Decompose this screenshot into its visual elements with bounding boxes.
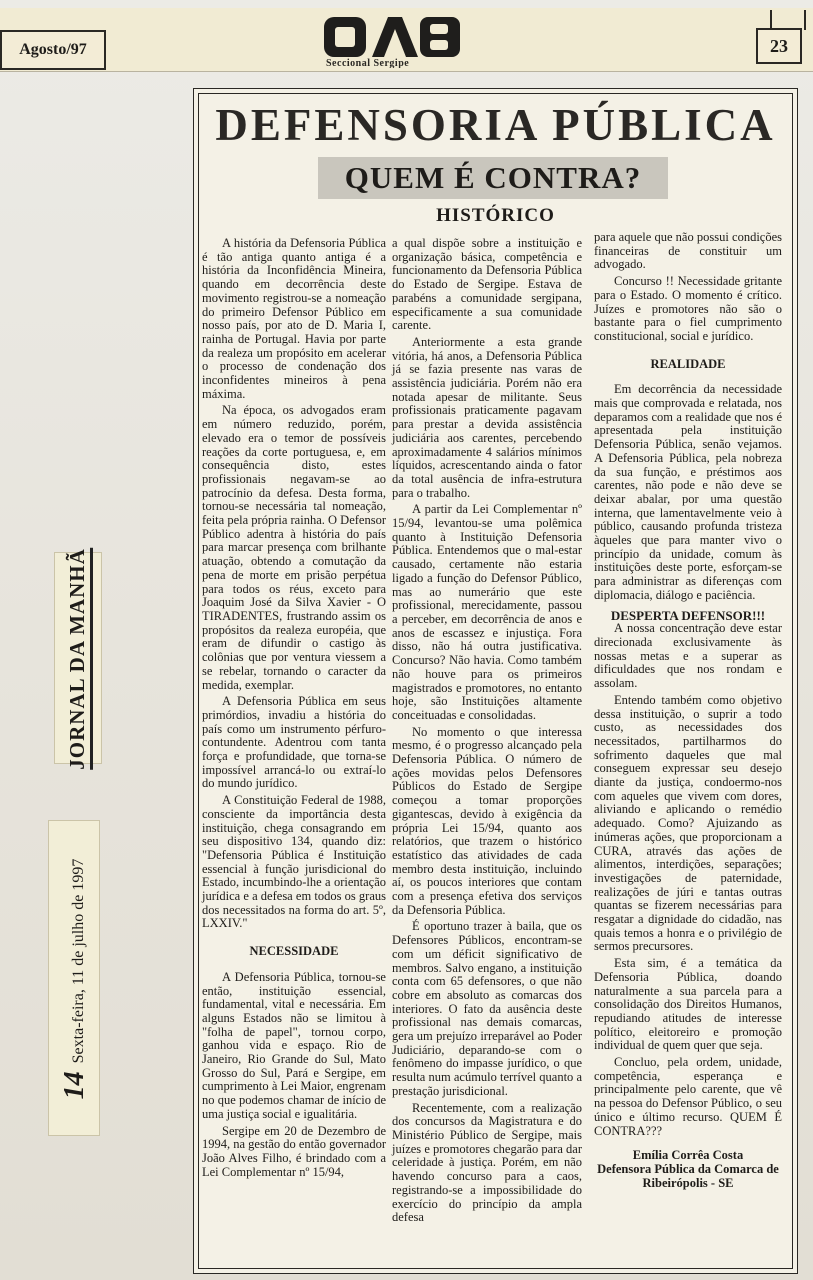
- newspaper-name: JORNAL DA MANHÃ: [65, 548, 93, 770]
- signature-role: Defensora Pública da Comarca de Ribeirópolis - SE: [597, 1162, 779, 1191]
- paragraph: A nossa concentração deve estar direcionada exclusivamente às nossas metas e a superar as dificuldades que nos rondam e assolam.: [594, 621, 782, 691]
- oab-logo: [322, 14, 464, 60]
- paragraph: A história da Defensoria Pública é tão antiga quanto antiga é a história da Inconfidência Mineira, quando em decorrência deste movimento registrou-se a nomeação do primeiro Defensor Público em nosso país, por ato de D. Maria I, rainha de Portugal. Havia por parte da realeza um propósito em acelerar o processo de condenação dos inconfidentes mineiros à pena máxima.: [202, 236, 386, 401]
- section-heading-necessidade: NECESSIDADE: [249, 944, 339, 959]
- paragraph: Em decorrência da necessidade mais que comprovada e relatada, nos deparamos com a realidade que nos é apresentada pela instituição Defensoria Pública, senão vejamos. A Defensoria Pública, pela nobreza da sua função, e préstimos aos carentes, não pode e não deve se deixar abalar, por uma questão interna, que lamentavelmente veio à público, causando profunda tristeza àqueles que para manter vivo o princípio da unidade, comum às instituições deste porte, esforçam-se para administrar as diferenças com diplomacia, diálogo e paciência.: [594, 382, 782, 602]
- edition-number: 14: [59, 1071, 90, 1100]
- paragraph: Esta sim, é a temática da Defensoria Pública, doando naturalmente a sua parcela para a consolidação dos Direitos Humanos, repudiando atitudes de interesse político, eleitoreiro e promoção individual de quem quer que seja.: [594, 956, 782, 1053]
- paragraph: Concluo, pela ordem, unidade, competência, esperança e principalmente pelo carente, que vê na pessoa do Defensor Público, o seu único e último recurso. QUEM É CONTRA???: [594, 1055, 782, 1138]
- paragraph: Recentemente, com a realização dos concursos da Magistratura e do Ministério Público de Sergipe, mais juízes e promotores chegarão para dar celeridade à justiça. Porém, em não havendo concurso para a caos, registrando-se a impossibilidade do exercício do princípio da ampla defesa: [392, 1100, 582, 1225]
- paragraph: Concurso !! Necessidade gritante para o Estado. O momento é crítico. Juízes e promotores não são o bastante para o fiel cumprimento constitucional, social e jurídico.: [594, 274, 782, 343]
- edition-date: Sexta-feira, 11 de julho de 1997: [70, 858, 87, 1064]
- paragraph: A Defensoria Pública em seus primórdios, invadiu a história do país como um instrumento pérfuro-contundente. Adentrou com tanta força e profundidade, que torna-se impossível arrancá-lo ou extraí-lo do mundo jurídico.: [202, 694, 386, 791]
- section-heading-historico: HISTÓRICO: [436, 205, 555, 226]
- paragraph: A Defensoria Pública, tornou-se então, instituição essencial, fundamental, vital e necessária. Em alguns Estados não se limitou à "folha de papel", tornou corpo, ganhou vida e espaço. Rio de Janeiro, Rio Grande do Sul, Mato Grosso do Sul, Pará e Sergipe, em cumprimento à Lei Maior, engrenam no que podemos chamar de início de uma justiça social e igualitária.: [202, 969, 386, 1121]
- edition-line: [59, 859, 91, 1100]
- section-heading-realidade: REALIDADE: [650, 356, 726, 371]
- newspaper-name-clipping: [54, 548, 102, 770]
- paragraph: a qual dispõe sobre a instituição e organização básica, competência e funcionamento da Defensoria Pública do Estado de Sergipe. Estava de parabéns a comunidade sergipana, especificamente a sua comunidade carente.: [392, 236, 582, 333]
- page-number: 23: [756, 28, 802, 64]
- article-clipping: [193, 88, 798, 1274]
- paragraph: Anteriormente a esta grande vitória, há anos, a Defensoria Pública já se fazia presente nas varas de assistência judiciária. Porém não era notada apesar de militante. Seus profissionais praticamente pagavam para prestar a devida assistência judiciária aos carentes, percebendo aproximadamente 4 salários mínimos líquidos, acrescentando ainda o fator da total ausência de infra-estrutura para o trabalho.: [392, 334, 582, 500]
- article-title: DEFENSORIA PÚBLICA: [215, 100, 776, 150]
- column-3: [594, 231, 782, 1193]
- paragraph: Sergipe em 20 de Dezembro de 1994, na gestão do então governador João Alves Filho, é brindado com a Lei Complementar nº 15/94,: [202, 1123, 386, 1179]
- page-number-decoration: [770, 10, 806, 30]
- paragraph: Entendo também como objetivo dessa instituição, o suprir a todo custo, as necessidades dos necessitados, partilharmos do sofrimento daqueles que mal conseguem expressar seu desejo diante da justiça, condoermo-nos com aqueles que vivem com dores, aliviando e aplicando o remédio adequado. Como? Ajuizando as inúmeras ações, que proporcionam a CURA, através das ações de alimentos, interdições, separações; investigações de paternidade, realizações de júri e tantas outras quantas se fizerem necessárias para resgatar a dignidade do cidadão, nas quais temos a honra e o privilégio de sermos precursores.: [594, 692, 782, 954]
- column-1: [202, 237, 386, 1182]
- subtitle-box: [318, 157, 668, 199]
- signature: [594, 1148, 782, 1190]
- logo-subtitle: Seccional Sergipe: [326, 58, 410, 68]
- paragraph: para aquele que não possui condições financeiras de constituir um advogado.: [594, 230, 782, 272]
- paragraph: A Constituição Federal de 1988, consciente da importância desta instituição, chega consagrando em seu dispositivo 134, quando diz: "Defensoria Pública é Instituição essencial à função jurisdicional do Estado, incumbindo-lhe a orientação jurídica e a defesa em todos os graus dos necessitados na forma do art. 5º, LXXIV.": [202, 793, 386, 931]
- issue-date: Agosto/97: [0, 30, 106, 70]
- edition-date-clipping: [48, 820, 100, 1136]
- column-2: [392, 237, 582, 1228]
- signature-name: Emília Corrêa Costa: [632, 1148, 744, 1163]
- paragraph: É oportuno trazer à baila, que os Defensores Públicos, encontram-se com um déficit significativo de membros. Salvo engano, a instituição conta com 65 defensores, o que não cobre em absoluto as comarcas dos interiores. O fato da ausência deste profissional nas demais comarcas, gera um prejuízo irreparável ao Poder Judiciário, deparando-se com o fenômeno do impasse jurídico, o que resulta num acúmulo terrível quanto a prestação jurisdicional.: [392, 919, 582, 1098]
- paragraph: Na época, os advogados eram em número reduzido, porém, elevado era o temor de possíveis reações da corte portuguesa, e, em consequência disto, estes profissionais negavam-se ao patrocínio da defesa. Desta forma, tornou-se necessária tal nomeação, feita pela própria rainha. O Defensor Público adentra à história do país para marcar presença com brilhante atuação, obtendo a comutação da pena de morte em prisão perpétua para todos os réus, exceto para Joaquim José da Silva Xavier - O TIRADENTES, frustrando assim os propósitos da realeza européia, que eram de difundir o castigo às colônias que por ventura viessem a se rebelar, tornando o caracter da medida, exemplar.: [202, 403, 386, 692]
- paragraph: A partir da Lei Complementar nº 15/94, levantou-se uma polêmica quanto à Instituição Defensoria Pública. Entendemos que o mal-estar causado, certamente não estaria ligado a função do Defensor Público, mas ao numerário que este profissional, merecidamente, passou a perceber, em decorrência de anos e anos de escassez e injustiça. Fora disso, não há outra justificativa. Concurso? Não havia. Como também não houve para os primeiros magistrados e promotores, no entanto hoje, são Instituições altamente conceituadas e consolidadas.: [392, 502, 582, 722]
- section-heading-desperta: DESPERTA DEFENSOR!!!: [610, 607, 766, 623]
- paragraph: No momento o que interessa mesmo, é o progresso alcançado pela Defensoria Pública. O número de ações movidas pelos Defensores Públicos do Estado de Sergipe começou a tomar proporções gigantescas, devido à exigência da própria Lei 15/94, quanto aos relatórios, que trazem o histórico estatístico das atividades de cada membro desta instituição, incluindo aí, os poucos interiores que contam com a presença efetiva dos serviços da Defensoria Pública.: [392, 724, 582, 917]
- article-subtitle: QUEM É CONTRA?: [344, 160, 642, 195]
